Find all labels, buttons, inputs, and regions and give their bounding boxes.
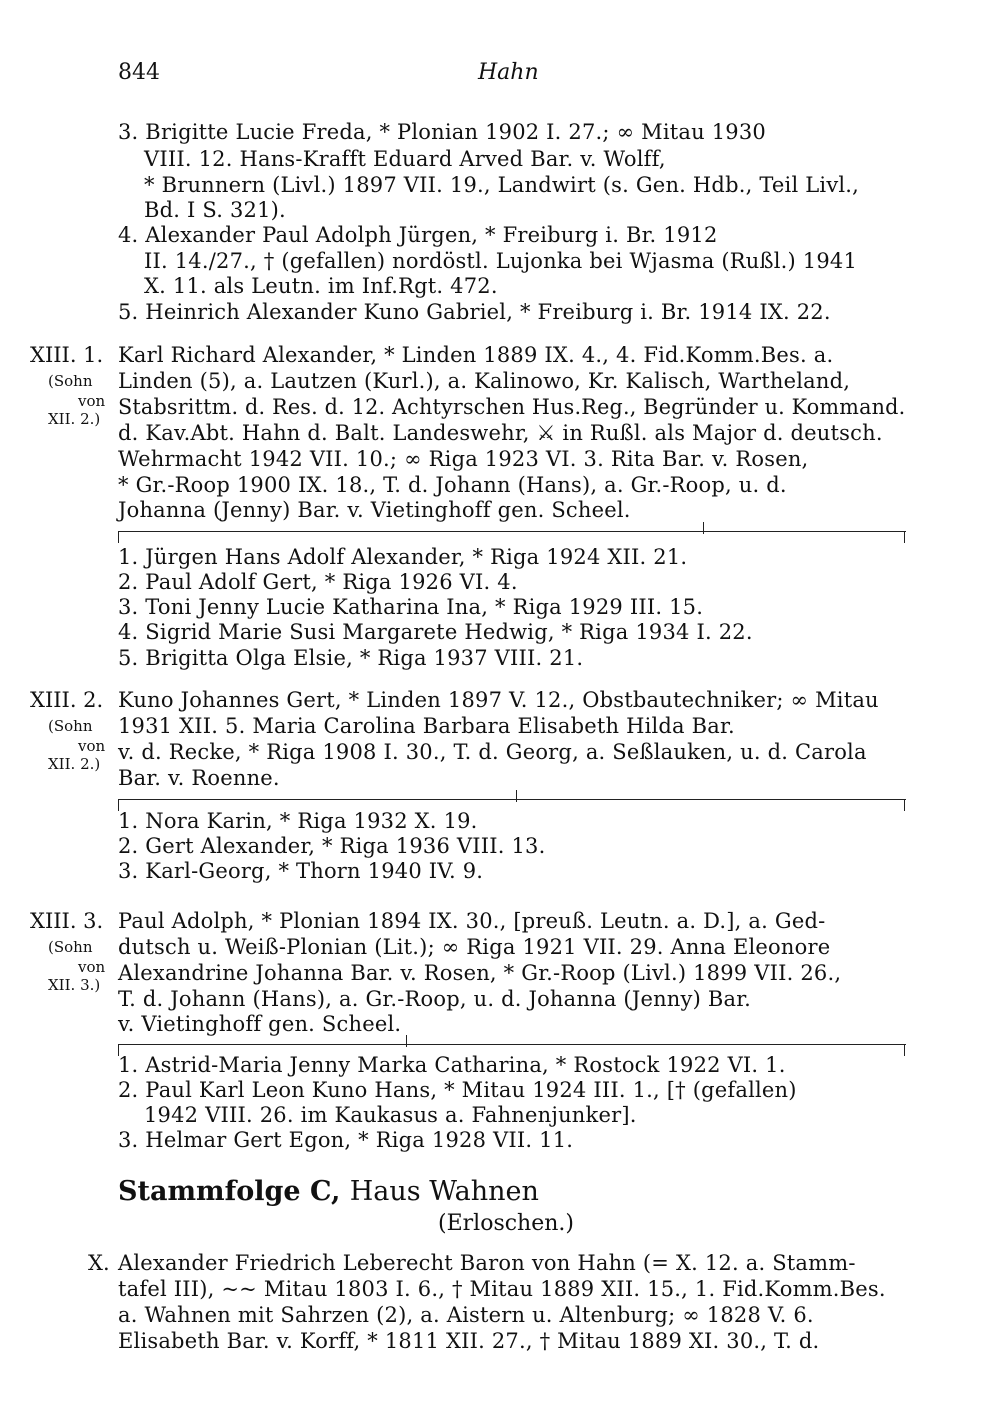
entry-line: Wehrmacht 1942 VII. 10.; ∞ Riga 1923 VI. 3. Rita Bar. v. Rosen, [118,447,809,471]
entry-line: VIII. 12. Hans-Krafft Eduard Arved Bar. v. Wolff, [144,147,666,171]
entry-line: v. d. Recke, * Riga 1908 I. 30., T. d. Georg, a. Seßlauken, u. d. Carola [118,740,867,764]
entry-line: Johanna (Jenny) Bar. v. Vietinghoff gen. Scheel. [118,498,631,522]
entry-line: dutsch u. Weiß-Plonian (Lit.); ∞ Riga 1921 VII. 29. Anna Eleonore [118,935,831,959]
running-head: Hahn [478,60,539,85]
sohn-note: von [78,737,106,755]
entry-line: Alexander Friedrich Leberecht Baron von Hahn (= X. 12. a. Stamm- [118,1251,856,1275]
sohn-note: (Sohn [48,372,93,390]
child-entry: 1942 VIII. 26. im Kaukasus a. Fahnenjunker]. [144,1103,637,1127]
sohn-note: von [78,392,106,410]
entry-line: Kuno Johannes Gert, * Linden 1897 V. 12., Obstbautechniker; ∞ Mitau [118,688,879,712]
children-divider [118,799,906,800]
entry-line: Stabsrittm. d. Res. d. 12. Achtyrschen Hus.Reg., Begründer u. Kommand. [118,395,906,419]
entry-line: 5. Heinrich Alexander Kuno Gabriel, * Freiburg i. Br. 1914 IX. 22. [118,300,831,324]
children-divider [118,1044,906,1045]
entry-line: 3. Brigitte Lucie Freda, * Plonian 1902 I. 27.; ∞ Mitau 1930 [118,120,766,144]
entry-line: Paul Adolph, * Plonian 1894 IX. 30., [preuß. Leutn. a. D.], a. Ged- [118,909,826,933]
entry-line: Linden (5), a. Lautzen (Kurl.), a. Kalinowo, Kr. Kalisch, Wartheland, [118,369,851,393]
entry-line: II. 14./27., † (gefallen) nordöstl. Lujonka bei Wjasma (Rußl.) 1941 [144,249,858,273]
entry-line: Elisabeth Bar. v. Korff, * 1811 XII. 27., † Mitau 1889 XI. 30., T. d. [118,1329,820,1353]
sohn-note: XII. 3.) [48,976,101,994]
entry-line: v. Vietinghoff gen. Scheel. [118,1012,402,1036]
sohn-note: (Sohn [48,938,93,956]
page-header [118,60,908,94]
child-entry: 3. Helmar Gert Egon, * Riga 1928 VII. 11. [118,1128,574,1152]
entry-line: Bar. v. Roenne. [118,766,280,790]
entry-line: tafel III), ~~ Mitau 1803 I. 6., † Mitau 1889 XII. 15., 1. Fid.Komm.Bes. [118,1277,886,1301]
generation-label: XIII. 3. [30,909,104,933]
generation-label: XIII. 1. [30,343,104,367]
section-subtitle: (Erloschen.) [438,1211,574,1236]
entry-line: Karl Richard Alexander, * Linden 1889 IX. 4., 4. Fid.Komm.Bes. a. [118,343,834,367]
sohn-note: XII. 2.) [48,410,101,428]
child-entry: 2. Paul Karl Leon Kuno Hans, * Mitau 1924 III. 1., [† (gefallen) [118,1078,797,1102]
entry-line: 1931 XII. 5. Maria Carolina Barbara Elisabeth Hilda Bar. [118,714,735,738]
page-number: 844 [118,60,160,85]
sohn-note: XII. 2.) [48,755,101,773]
child-entry: 3. Karl-Georg, * Thorn 1940 IV. 9. [118,859,484,883]
child-entry: 1. Nora Karin, * Riga 1932 X. 19. [118,809,478,833]
entry-line: X. 11. als Leutn. im Inf.Rgt. 472. [144,274,498,298]
child-entry: 4. Sigrid Marie Susi Margarete Hedwig, * Riga 1934 I. 22. [118,620,753,644]
entry-line: T. d. Johann (Hans), a. Gr.-Roop, u. d. Johanna (Jenny) Bar. [118,987,752,1011]
child-entry: 1. Jürgen Hans Adolf Alexander, * Riga 1924 XII. 21. [118,545,688,569]
generation-label: XIII. 2. [30,688,104,712]
child-entry: 1. Astrid-Maria Jenny Marka Catharina, * Rostock 1922 VI. 1. [118,1053,786,1077]
sohn-note: von [78,958,106,976]
child-entry: 2. Gert Alexander, * Riga 1936 VIII. 13. [118,834,546,858]
sohn-note: (Sohn [48,717,93,735]
entry-line: a. Wahnen mit Sahrzen (2), a. Aistern u. Altenburg; ∞ 1828 V. 6. [118,1303,814,1327]
generation-label: X. [88,1251,110,1275]
entry-line: Bd. I S. 321). [144,198,286,222]
section-heading-title: Stammfolge C, [118,1176,341,1207]
child-entry: 3. Toni Jenny Lucie Katharina Ina, * Riga 1929 III. 15. [118,595,704,619]
entry-line: d. Kav.Abt. Hahn d. Balt. Landeswehr, ⚔ in Rußl. als Major d. deutsch. [118,421,883,445]
section-heading [118,1176,539,1207]
child-entry: 2. Paul Adolf Gert, * Riga 1926 VI. 4. [118,570,518,594]
entry-line: * Gr.-Roop 1900 IX. 18., T. d. Johann (Hans), a. Gr.-Roop, u. d. [118,473,787,497]
section-heading-house: Haus Wahnen [349,1176,539,1207]
entry-line: Alexandrine Johanna Bar. v. Rosen, * Gr.-Roop (Livl.) 1899 VII. 26., [118,961,842,985]
child-entry: 5. Brigitta Olga Elsie, * Riga 1937 VIII. 21. [118,646,584,670]
entry-line: 4. Alexander Paul Adolph Jürgen, * Freiburg i. Br. 1912 [118,223,718,247]
children-divider [118,531,906,532]
entry-line: * Brunnern (Livl.) 1897 VII. 19., Landwirt (s. Gen. Hdb., Teil Livl., [144,173,860,197]
